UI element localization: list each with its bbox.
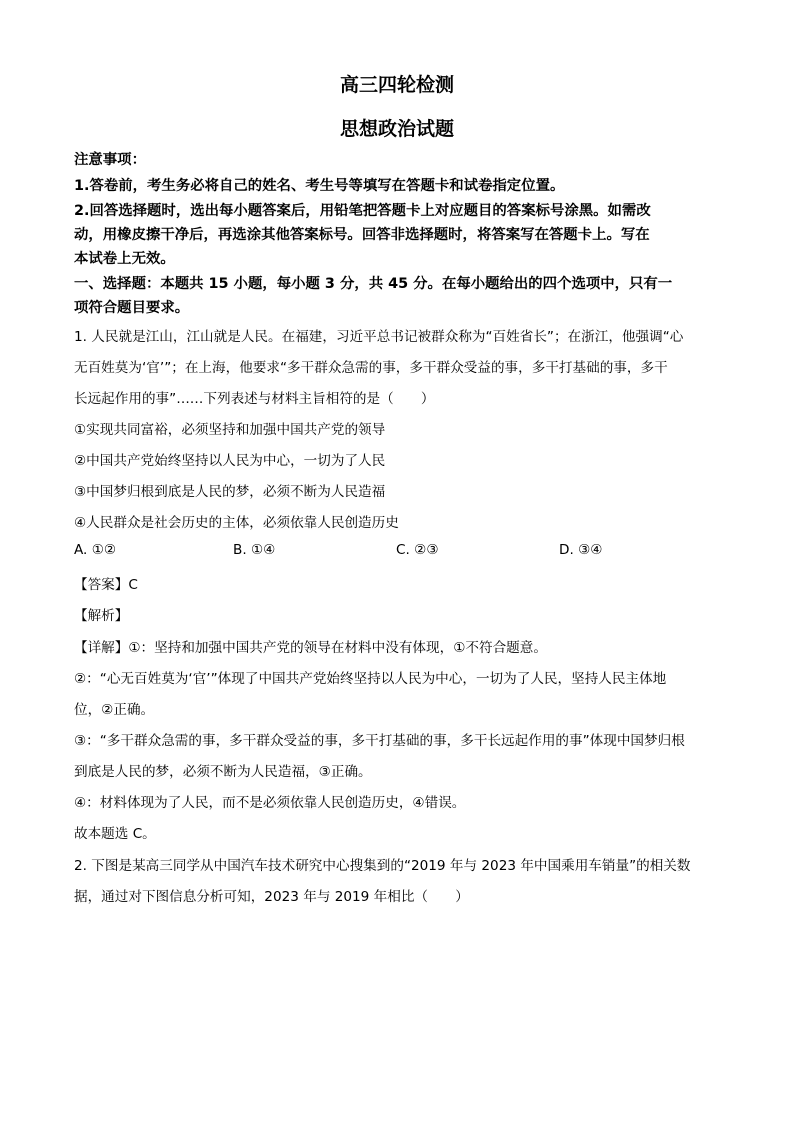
exam-title: 高三四轮检测 [339, 74, 454, 96]
q1-stem-line-1: 1. 人民就是江山，江山就是人民。在福建，习近平总书记被群众称为“百姓省长”；在浙江，他强调“心 [74, 329, 684, 345]
notice-item-1: 1.答卷前，考生务必将自己的姓名、考生号等填写在答题卡和试卷指定位置。 [74, 178, 565, 194]
q1-detail-2-line-1: ②：“心无百姓莫为‘官’”体现了中国共产党始终坚持以人民为中心，一切为了人民，坚持人民主体地 [74, 671, 667, 687]
q1-detail-4: ④：材料体现为了人民，而不是必须依靠人民创造历史，④错误。 [74, 795, 466, 811]
q2-stem-line-2: 据，通过对下图信息分析可知，2023 年与 2019 年相比（ ） [74, 889, 469, 905]
exam-subtitle: 思想政治试题 [339, 118, 454, 140]
q1-answer: 【答案】C [74, 577, 138, 593]
q1-statement-4: ④人民群众是社会历史的主体，必须依靠人民创造历史 [74, 515, 399, 531]
q1-statement-2: ②中国共产党始终坚持以人民为中心，一切为了人民 [74, 453, 386, 469]
section-heading-line-2: 项符合题目要求。 [74, 300, 190, 316]
q1-option-a: A. ①② [74, 542, 117, 558]
notice-item-2-line-3: 本试卷上无效。 [74, 251, 175, 267]
section-heading-line-1: 一、选择题：本题共 15 小题，每小题 3 分，共 45 分。在每小题给出的四个选项中，只有一 [74, 276, 673, 292]
notice-heading: 注意事项： [74, 152, 146, 168]
q1-detail-3-line-1: ③：“多干群众急需的事，多干群众受益的事，多干打基础的事，多干长远起作用的事”体现中国梦归根 [74, 733, 685, 749]
q1-option-c: C. ②③ [396, 542, 439, 558]
q1-option-d: D. ③④ [559, 542, 603, 558]
q1-stem-line-3: 长远起作用的事”……下列表述与材料主旨相符的是（ ） [74, 391, 435, 407]
q1-stem-line-2: 无百姓莫为‘官’”；在上海，他要求“多干群众急需的事，多干群众受益的事，多干打基础的事，多干 [74, 360, 668, 376]
q1-detail-3-line-2: 到底是人民的梦，必须不断为人民造福，③正确。 [74, 764, 372, 780]
notice-item-2-line-2: 动，用橡皮擦干净后，再选涂其他答案标号。回答非选择题时，将答案写在答题卡上。写在 [74, 227, 650, 243]
q1-option-b: B. ①④ [233, 542, 276, 558]
q1-statement-1: ①实现共同富裕，必须坚持和加强中国共产党的领导 [74, 422, 386, 438]
q1-detail-1: 【详解】①：坚持和加强中国共产党的领导在材料中没有体现，①不符合题意。 [74, 640, 547, 656]
notice-item-2-line-1: 2.回答选择题时，选出每小题答案后，用铅笔把答题卡上对应题目的答案标号涂黑。如需改 [74, 203, 651, 219]
q2-stem-line-1: 2. 下图是某高三同学从中国汽车技术研究中心搜集到的“2019 年与 2023 年中国乘用车销量”的相关数 [74, 858, 691, 874]
q1-statement-3: ③中国梦归根到底是人民的梦，必须不断为人民造福 [74, 484, 386, 500]
q1-detail-2-line-2: 位，②正确。 [74, 702, 155, 718]
q1-analysis-label: 【解析】 [74, 608, 129, 624]
q1-conclusion: 故本题选 C。 [74, 826, 156, 842]
